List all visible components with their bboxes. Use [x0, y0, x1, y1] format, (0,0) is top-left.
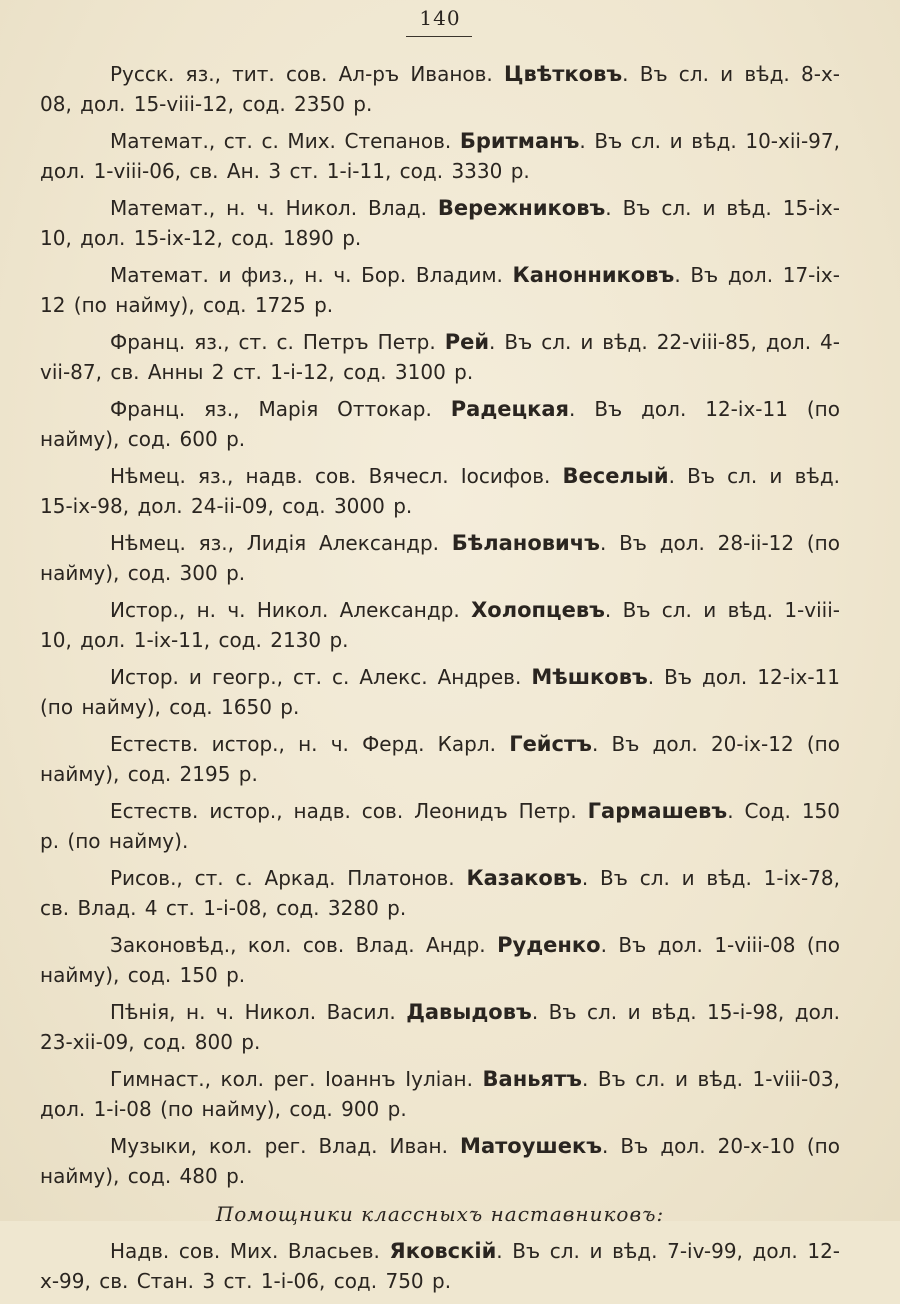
staff-entry [40, 60, 840, 119]
entry-surname: Цвѣтковъ [504, 62, 623, 86]
staff-entry [40, 395, 840, 454]
entry-surname: Гармашевъ [587, 799, 728, 823]
entry-surname: Бритманъ [459, 129, 580, 153]
entry-rank: Математ., н. ч. Никол. Влад. [110, 196, 438, 220]
staff-entry [40, 663, 840, 722]
entry-rank: Надв. сов. Мих. Власьев. [110, 1239, 390, 1263]
staff-entry [40, 998, 840, 1057]
entry-rank: Истор. и геогр., ст. с. Алекс. Андрев. [110, 665, 532, 689]
staff-entry [40, 462, 840, 521]
entry-details: . Въ дол. 12-ix-11 (по найму), сод. 1650 р. [40, 665, 840, 719]
entry-rank: Русск. яз., тит. сов. Ал-ръ Иванов. [110, 62, 505, 86]
section-heading: Помощники классныхъ наставниковъ: [215, 1202, 665, 1226]
entry-rank: Математ. и физ., н. ч. Бор. Владим. [110, 263, 513, 287]
page-body [40, 60, 840, 1304]
entry-rank: Нѣмец. яз., надв. сов. Вячесл. Іосифов. [110, 464, 563, 488]
staff-entry [40, 1237, 840, 1296]
entry-rank: Математ., ст. с. Мих. Степанов. [110, 129, 460, 153]
assistant-list [40, 1237, 840, 1296]
entry-rank: Пѣнія, н. ч. Никол. Васил. [110, 1000, 407, 1024]
entry-rank: Франц. яз., Марія Оттокар. [110, 397, 451, 421]
staff-entry [40, 127, 840, 186]
entry-details: . Сод. 150 р. (по найму). [40, 799, 840, 853]
page-number: 140 [419, 6, 461, 30]
entry-rank: Естеств. истор., надв. сов. Леонидъ Петр. [110, 799, 588, 823]
entry-details: . Въ сл. и вѣд. 22-viii-85, дол. 4-vii-87, св. Анны 2 ст. 1-i-12, сод. 3100 р. [40, 330, 840, 384]
staff-entry [40, 529, 840, 588]
entry-details: . Въ дол. 1-viii-08 (по найму), сод. 150 р. [40, 933, 840, 987]
entry-surname: Вережниковъ [437, 196, 606, 220]
entry-rank: Нѣмец. яз., Лидія Александр. [110, 531, 452, 555]
staff-entry [40, 864, 840, 923]
entry-surname: Руденко [497, 933, 601, 957]
entry-details: . Въ сл. и вѣд. 15-ix-98, дол. 24-ii-09, сод. 3000 р. [40, 464, 841, 518]
entry-details: . Въ дол. 28-ii-12 (по найму), сод. 300 р. [40, 531, 840, 585]
entry-surname: Яковскій [389, 1239, 497, 1263]
entry-details: . Въ сл. и вѣд. 1-viii-03, дол. 1-i-08 (по найму), сод. 900 р. [40, 1067, 840, 1121]
entry-details: . Въ сл. и вѣд. 15-ix-10, дол. 15-ix-12, сод. 1890 р. [40, 196, 840, 250]
entry-rank: Франц. яз., ст. с. Петръ Петр. [110, 330, 445, 354]
entry-surname: Холопцевъ [471, 598, 605, 622]
entry-details: . Въ сл. и вѣд. 1-viii-10, дол. 1-ix-11, сод. 2130 р. [40, 598, 840, 652]
entry-surname: Матоушекъ [460, 1134, 602, 1158]
page-number-rule [406, 36, 472, 37]
entry-surname: Гейстъ [509, 732, 592, 756]
staff-entry [40, 596, 840, 655]
staff-entry [40, 797, 840, 856]
entry-surname: Давыдовъ [406, 1000, 532, 1024]
staff-entry [40, 194, 840, 253]
entry-details: . Въ дол. 20-ix-12 (по найму), сод. 2195 р. [40, 732, 840, 786]
staff-entry [40, 261, 840, 320]
entry-rank: Законовѣд., кол. сов. Влад. Андр. [110, 933, 498, 957]
entry-surname: Радецкая [450, 397, 570, 421]
staff-entry [40, 328, 840, 387]
entry-surname: Мѣшковъ [531, 665, 648, 689]
staff-entry [40, 730, 840, 789]
entry-surname: Рей [444, 330, 490, 354]
entry-details: . Въ сл. и вѣд. 15-i-98, дол. 23-xii-09, сод. 800 р. [40, 1000, 840, 1054]
staff-list [40, 60, 840, 1191]
entry-rank: Истор., н. ч. Никол. Александр. [110, 598, 472, 622]
entry-details: . Въ дол. 12-ix-11 (по найму), сод. 600 р. [40, 397, 840, 451]
entry-rank: Гимнаст., кол. рег. Іоаннъ Іуліан. [110, 1067, 483, 1091]
entry-surname: Казаковъ [466, 866, 582, 890]
entry-details: . Въ сл. и вѣд. 10-xii-97, дол. 1-viii-06, св. Ан. 3 ст. 1-i-11, сод. 3330 р. [40, 129, 840, 183]
entry-surname: Канонниковъ [512, 263, 675, 287]
entry-details: . Въ сл. и вѣд. 1-ix-78, св. Влад. 4 ст. 1-i-08, сод. 3280 р. [40, 866, 840, 920]
staff-entry [40, 931, 840, 990]
entry-details: . Въ дол. 17-ix-12 (по найму), сод. 1725 р. [40, 263, 840, 317]
staff-entry [40, 1132, 840, 1191]
entry-rank: Рисов., ст. с. Аркад. Платонов. [110, 866, 467, 890]
staff-entry [40, 1065, 840, 1124]
entry-surname: Бѣлановичъ [451, 531, 600, 555]
entry-details: . Въ дол. 20-x-10 (по найму), сод. 480 р. [40, 1134, 840, 1188]
entry-rank: Музыки, кол. рег. Влад. Иван. [110, 1134, 461, 1158]
entry-details: . Въ сл. и вѣд. 8-x-08, дол. 15-viii-12, сод. 2350 р. [40, 62, 840, 116]
entry-rank: Естеств. истор., н. ч. Ферд. Карл. [110, 732, 510, 756]
entry-surname: Ваньятъ [482, 1067, 582, 1091]
entry-surname: Веселый [562, 464, 669, 488]
entry-details: . Въ сл. и вѣд. 7-iv-99, дол. 12-x-99, св. Стан. 3 ст. 1-i-06, сод. 750 р. [40, 1239, 841, 1293]
